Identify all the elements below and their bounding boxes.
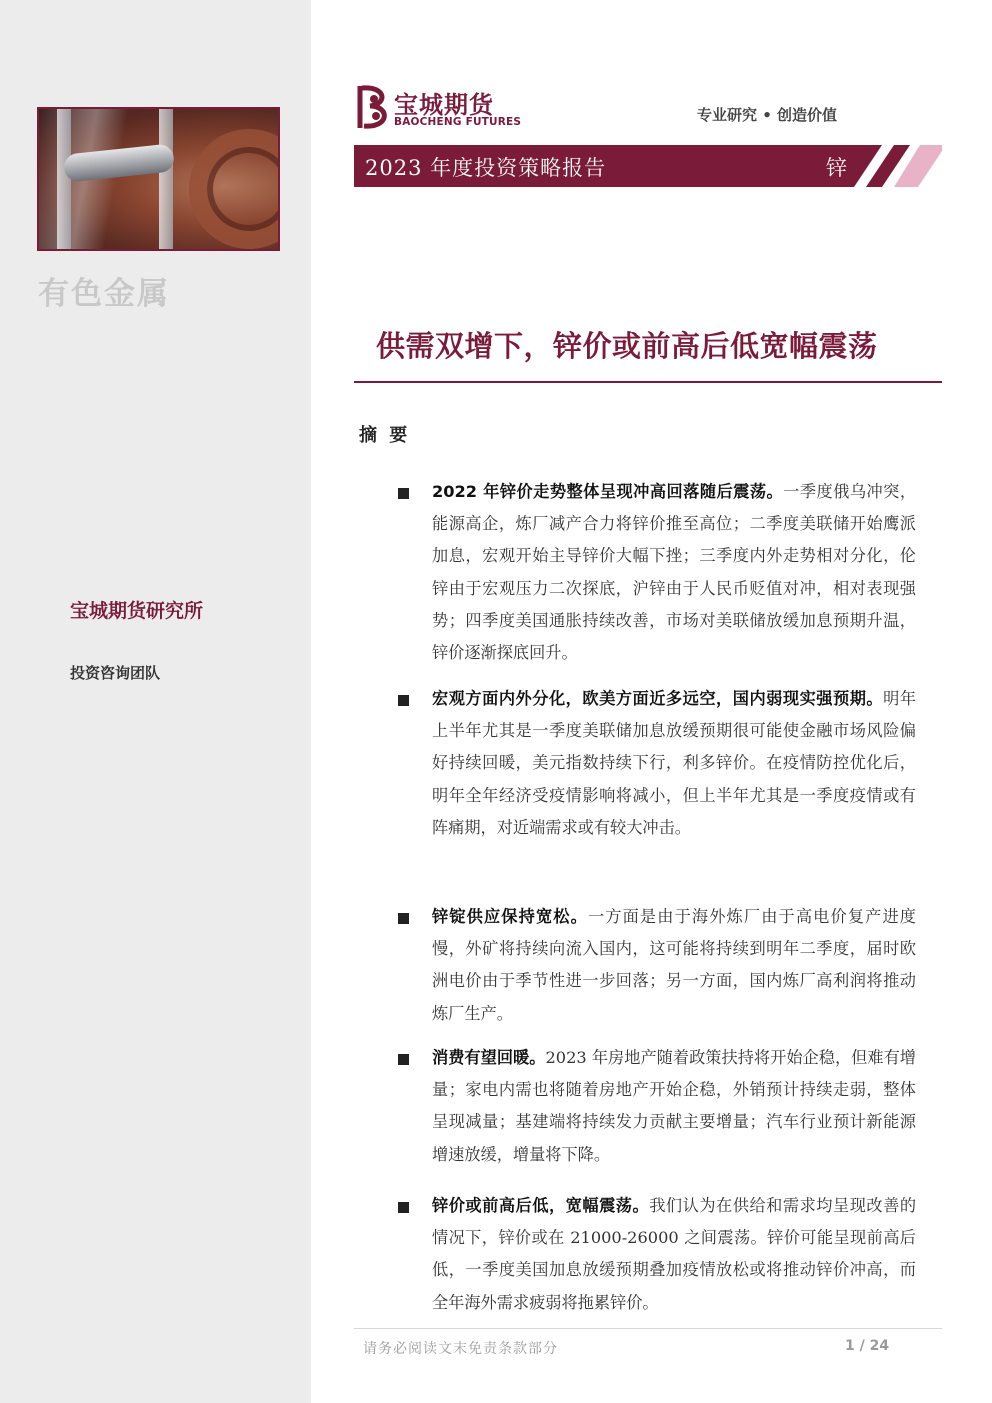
bullet-body — [432, 476, 916, 669]
logo-english: BAOCHENG FUTURES — [394, 116, 522, 128]
bullet-lead: 消费有望回暖。 — [432, 1048, 546, 1067]
page-number: 1 / 24 — [845, 1338, 890, 1354]
institute-name: 宝城期货研究所 — [70, 600, 204, 622]
square-bullet-icon — [398, 913, 409, 924]
bullet-text: 我们认为在供给和需求均呈现改善的情况下，锌价或在 21000-26000 之间震荡。锌价可能呈现前高后低，一季度美国加息放缓预期叠加疫情放松或将推动锌价冲高，而全年海外需求疲弱将拖累锌价。 — [432, 1196, 917, 1312]
logo-mark-icon — [356, 84, 392, 130]
main-title: 供需双增下，锌价或前高后低宽幅震荡 — [376, 329, 878, 363]
logo-chinese: 宝城期货 — [394, 91, 494, 119]
bullet-lead: 2022 年锌价走势整体呈现冲高回落随后震荡。 — [432, 482, 784, 501]
title-divider — [354, 381, 942, 383]
square-bullet-icon — [398, 1202, 409, 1213]
bullet-text: 明年上半年尤其是一季度美联储加息放缓预期很可能使金融市场风险偏好持续回暖，美元指数持续下行，利多锌价。在疫情防控优化后，明年全年经济受疫情影响将减小，但上半年尤其是一季度疫情或有阵痛期，对近端需求或有较大冲击。 — [432, 689, 917, 837]
bullet-body — [432, 1190, 916, 1319]
square-bullet-icon — [398, 695, 409, 706]
motto: 专业研究 • 创造价值 — [697, 106, 838, 124]
metal-bar-right — [159, 109, 173, 251]
sector-label: 有色金属 — [38, 276, 170, 312]
square-bullet-icon — [398, 488, 409, 499]
copper-coil — [189, 129, 280, 249]
bullet-text: 一季度俄乌冲突，能源高企，炼厂减产合力将锌价推至高位；二季度美联储开始鹰派加息，宏观开始主导锌价大幅下挫；三季度内外走势相对分化，伦锌由于宏观压力二次探底，沪锌由于人民币贬值对冲，相对表现强势；四季度美国通胀持续改善，市场对美联储放缓加息预期升温，锌价逐渐探底回升。 — [432, 482, 917, 663]
square-bullet-icon — [398, 1054, 409, 1065]
report-title: 2023 年度投资策略报告 — [365, 156, 607, 180]
bullet-text: 2023 年房地产随着政策扶持将开始企稳，但难有增量；家电内需也将随着房地产开始企稳，外销预计持续走弱，整体呈现减量；基建端将持续发力贡献主要增量；汽车行业预计新能源增速放缓，增量将下降。 — [432, 1048, 916, 1164]
footer-divider — [354, 1328, 942, 1329]
bullet-text: 一方面是由于海外炼厂由于高电价复产进度慢，外矿将持续向流入国内，这可能将持续到明年二季度，届时欧洲电价由于季节性进一步回落；另一方面，国内炼厂高利润将推动炼厂生产。 — [432, 907, 916, 1023]
bullet-body — [432, 901, 916, 1030]
commodity-label: 锌 — [826, 156, 847, 180]
company-logo — [356, 84, 526, 132]
left-sidebar — [0, 0, 311, 1403]
bullet-lead: 宏观方面内外分化，欧美方面近多远空，国内弱现实强预期。 — [432, 689, 884, 708]
bullet-lead: 锌锭供应保持宽松。 — [432, 907, 588, 926]
cover-photo — [37, 107, 280, 251]
abstract-heading: 摘 要 — [359, 425, 411, 446]
bullet-body — [432, 1042, 916, 1171]
metal-bar-left — [57, 109, 71, 251]
disclaimer-note: 请务必阅读文末免责条款部分 — [363, 1341, 558, 1357]
team-name: 投资咨询团队 — [70, 664, 161, 682]
bullet-body — [432, 683, 916, 844]
bullet-lead: 锌价或前高后低，宽幅震荡。 — [432, 1196, 650, 1215]
